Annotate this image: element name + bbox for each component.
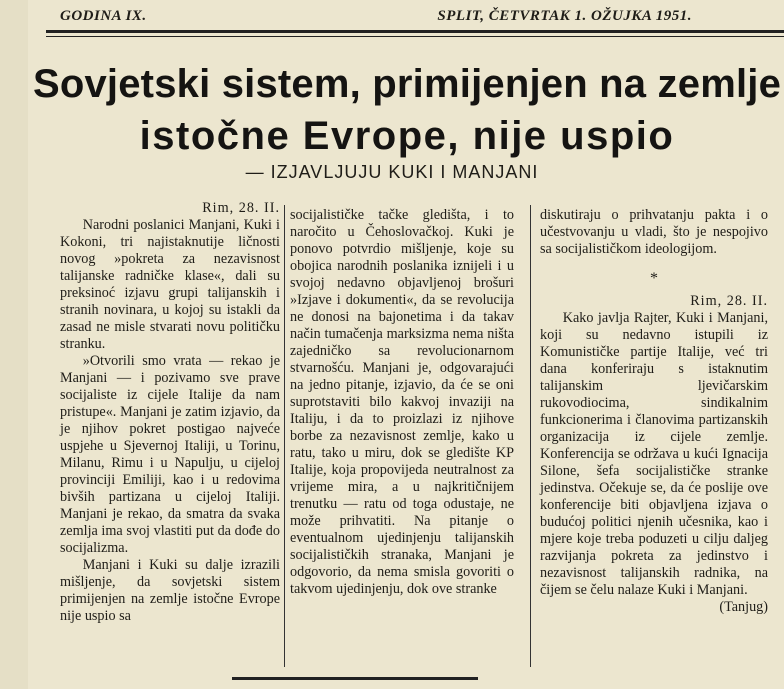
paragraph: Kako javlja Rajter, Kuki i Manjani, koji su nedavno istupili iz Komunističke partije Italije, već tri dana konferiraju s istaknutim talijanskim ljevičarskim rukovodiocima, sindikalnim funkcionerima i članovima partizanskih organizacija iz cijele zemlje. Konferencija se održava u kući Ignacija Silone, šefa socijalističke stranke jedinstva. Očekuje se, da će poslije ove konferencije biti objavljena izjava o budućoj politici njenih učesnika, kao i mjere koje treba poduzeti u cilju daljeg razvijanja pokreta za jedinstvo i nezavisnost talijanskih radnika, na čijem se čelu nalaze Kuki i Manjani. xyxy=(540,310,768,598)
column-divider xyxy=(284,205,285,667)
paragraph: Manjani i Kuki su dalje izrazili mišljenje, da sovjetski sistem primijenjen na zemlje istočne Evrope nije uspio sa xyxy=(60,557,280,624)
column-divider xyxy=(530,205,531,667)
dateline-place: Rim, 28. II. xyxy=(690,293,768,309)
article-column-1 xyxy=(60,200,280,625)
masthead-rule xyxy=(46,30,784,33)
dateline: SPLIT, ČETVRTAK 1. OŽUJKA 1951. xyxy=(437,8,692,24)
masthead xyxy=(46,6,772,28)
headline-line-2: istočne Evrope, nije uspio xyxy=(139,114,675,158)
article-column-2 xyxy=(290,207,514,598)
news-agency-source: (Tanjug) xyxy=(719,599,768,615)
page-edge xyxy=(0,0,28,689)
headline-line-1: Sovjetski sistem, primijenjen na zemlje xyxy=(32,62,782,106)
dateline-place: Rim, 28. II. xyxy=(202,200,280,216)
paragraph: socijalističke tačke gledišta, i to naročito u Čehoslovačkoj. Kuki je ponovo potvrdio mišljenje, koje su obojica narodnih poslanika iznijeli i u svojoj nedavno objavljenoj brošuri »Izjave i dokumenti«, da se revolucija ne donosi na bajonetima i da takav način tumačenja marksizma nema ništa zajedničko sa revolucionarnom stvarnošću. Manjani je, odgovarajući na jedno pitanje, izjavio, da će se oni suprotstaviti bilo kakvoj invaziji na Italiju, i da to proizlazi iz njihove borbe za nezavisnost zemlje, kako u ratu, tako u miru, dok se gledište KP Italije, koja propovijeda neutralnost za vrijeme mira, a u najkritičnijem trenutku — ratu od toga odustaje, ne može prihvatiti. Na pitanje o eventualnom ujedinjenju talijanskih socijalističkih stranaka, Manjani je odgovorio, da nema smisla govoriti o takvom ujedinjenju, dok ove stranke xyxy=(290,207,514,597)
subheadline: — IZJAVLJUJU KUKI I MANJANI xyxy=(245,162,539,182)
paragraph: Narodni poslanici Manjani, Kuki i Kokoni, tri najistaknutije ličnosti novog »pokreta za nezavisnost talijanske radničke klase«, dali su preksinoć izjavu grupi talijanskih i stranih novinara, u kojoj su istakli da zasad ne misle stvarati novu političku stranku. xyxy=(60,217,280,352)
paragraph: diskutiraju o prihvatanju pakta i o učestvovanju u vladi, što je nespojivo sa socijalističkom ideologijom. xyxy=(540,207,768,257)
section-separator: * xyxy=(650,270,658,287)
end-rule xyxy=(232,677,478,680)
article-column-3 xyxy=(540,207,768,616)
paragraph: »Otvorili smo vrata — rekao je Manjani — i pozivamo sve prave socijaliste iz cijele Italije da nam pristupe«. Manjani je zatim izjavio, da je njihov pokret postigao najveće uspjehe u Sjevernoj Italiji, u Torinu, Milanu, Rimu i u Napulju, u cijeloj provinciji Emiliji, kao i u redovima bivših partizana u cijeloj Italiji. Manjani je rekao, da smatra da svaka zemlja ima svoj vlastiti put da dođe do socijalizma. xyxy=(60,353,280,556)
issue-number: GODINA IX. xyxy=(60,8,147,24)
masthead-rule-thin xyxy=(46,36,784,37)
